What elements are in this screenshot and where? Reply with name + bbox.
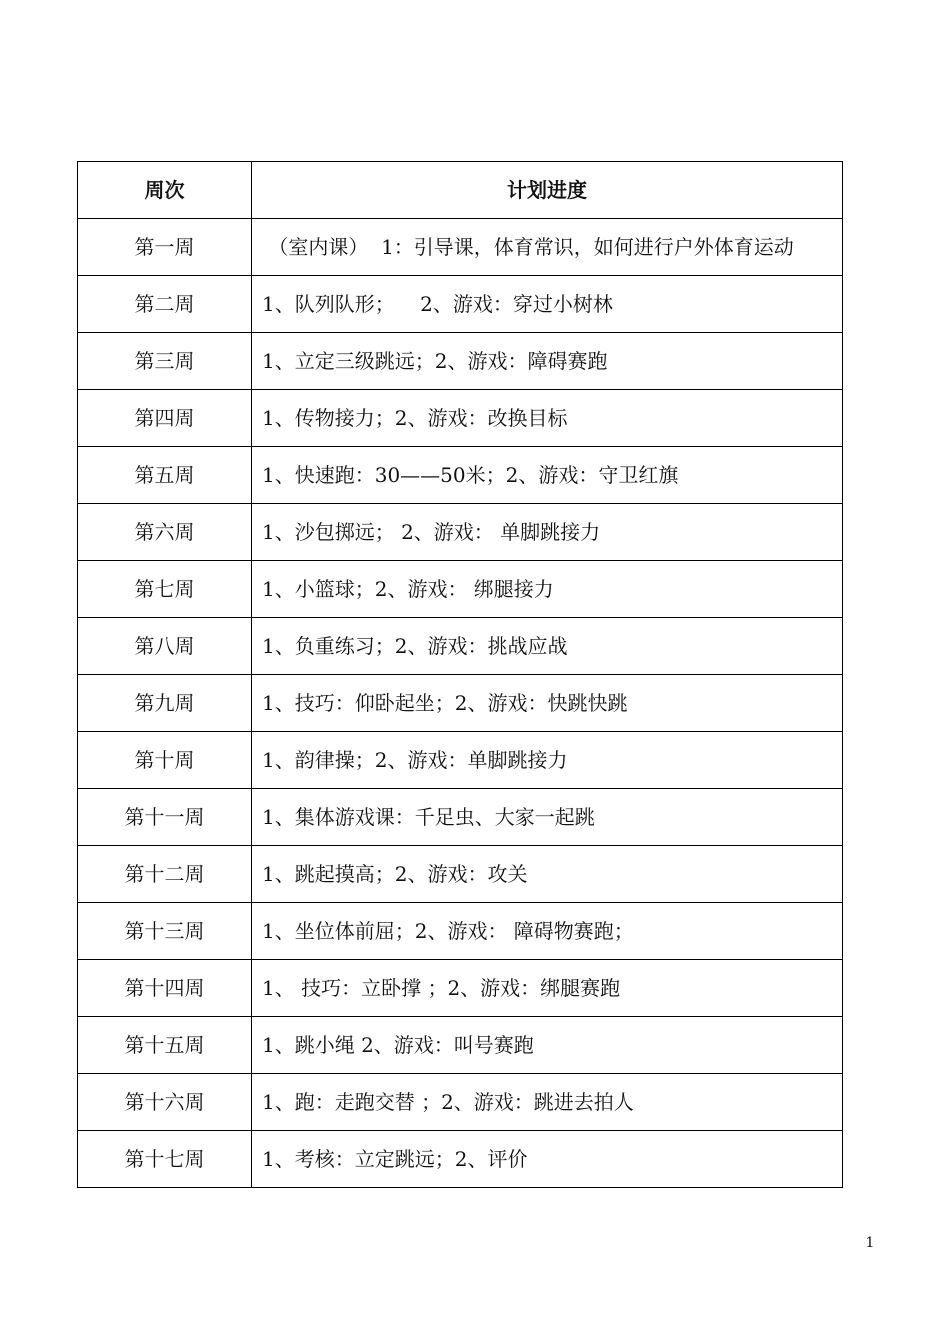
plan-cell: 1、 技巧：立卧撑 ；2、游戏：绑腿赛跑: [252, 960, 843, 1017]
week-cell: 第十六周: [78, 1074, 252, 1131]
table-row: [78, 732, 843, 789]
week-cell: 第九周: [78, 675, 252, 732]
plan-cell: （室内课） 1：引导课，体育常识，如何进行户外体育运动: [252, 219, 843, 276]
table-row: [78, 504, 843, 561]
week-cell: 第八周: [78, 618, 252, 675]
week-cell: 第二周: [78, 276, 252, 333]
table-row: [78, 219, 843, 276]
header-plan: 计划进度: [252, 162, 843, 219]
plan-cell: 1、快速跑：30——50米；2、游戏：守卫红旗: [252, 447, 843, 504]
week-cell: 第十二周: [78, 846, 252, 903]
week-cell: 第七周: [78, 561, 252, 618]
table-row: [78, 1074, 843, 1131]
week-cell: 第十三周: [78, 903, 252, 960]
week-cell: 第十一周: [78, 789, 252, 846]
week-cell: 第十七周: [78, 1131, 252, 1188]
plan-cell: 1、小篮球；2、游戏： 绑腿接力: [252, 561, 843, 618]
plan-cell: 1、考核：立定跳远；2、评价: [252, 1131, 843, 1188]
table-row: [78, 618, 843, 675]
table-row: [78, 1131, 843, 1188]
plan-cell: 1、立定三级跳远；2、游戏：障碍赛跑: [252, 333, 843, 390]
week-cell: 第十四周: [78, 960, 252, 1017]
plan-cell: 1、跳小绳 2、游戏：叫号赛跑: [252, 1017, 843, 1074]
table-row: [78, 390, 843, 447]
header-week: 周次: [78, 162, 252, 219]
plan-cell: 1、集体游戏课：千足虫、大家一起跳: [252, 789, 843, 846]
table-row: [78, 276, 843, 333]
week-cell: 第三周: [78, 333, 252, 390]
plan-cell: 1、技巧：仰卧起坐；2、游戏：快跳快跳: [252, 675, 843, 732]
week-cell: 第一周: [78, 219, 252, 276]
table-row: [78, 960, 843, 1017]
week-cell: 第五周: [78, 447, 252, 504]
table-row: [78, 846, 843, 903]
week-cell: 第六周: [78, 504, 252, 561]
plan-cell: 1、队列队形； 2、游戏：穿过小树林: [252, 276, 843, 333]
week-cell: 第四周: [78, 390, 252, 447]
table-body: [78, 219, 843, 1188]
table-row: [78, 447, 843, 504]
table-row: [78, 333, 843, 390]
week-cell: 第十五周: [78, 1017, 252, 1074]
plan-cell: 1、跑：走跑交替 ；2、游戏：跳进去拍人: [252, 1074, 843, 1131]
table-row: [78, 561, 843, 618]
plan-cell: 1、坐位体前屈；2、游戏： 障碍物赛跑；: [252, 903, 843, 960]
plan-cell: 1、沙包掷远； 2、游戏： 单脚跳接力: [252, 504, 843, 561]
plan-cell: 1、负重练习；2、游戏：挑战应战: [252, 618, 843, 675]
table-row: [78, 903, 843, 960]
table-header-row: [78, 162, 843, 219]
table-row: [78, 789, 843, 846]
schedule-table: [77, 161, 843, 1188]
week-cell: 第十周: [78, 732, 252, 789]
table-row: [78, 1017, 843, 1074]
table-row: [78, 675, 843, 732]
page-number: 1: [865, 1235, 875, 1251]
plan-cell: 1、传物接力；2、游戏：改换目标: [252, 390, 843, 447]
plan-cell: 1、韵律操；2、游戏：单脚跳接力: [252, 732, 843, 789]
plan-cell: 1、跳起摸高；2、游戏：攻关: [252, 846, 843, 903]
